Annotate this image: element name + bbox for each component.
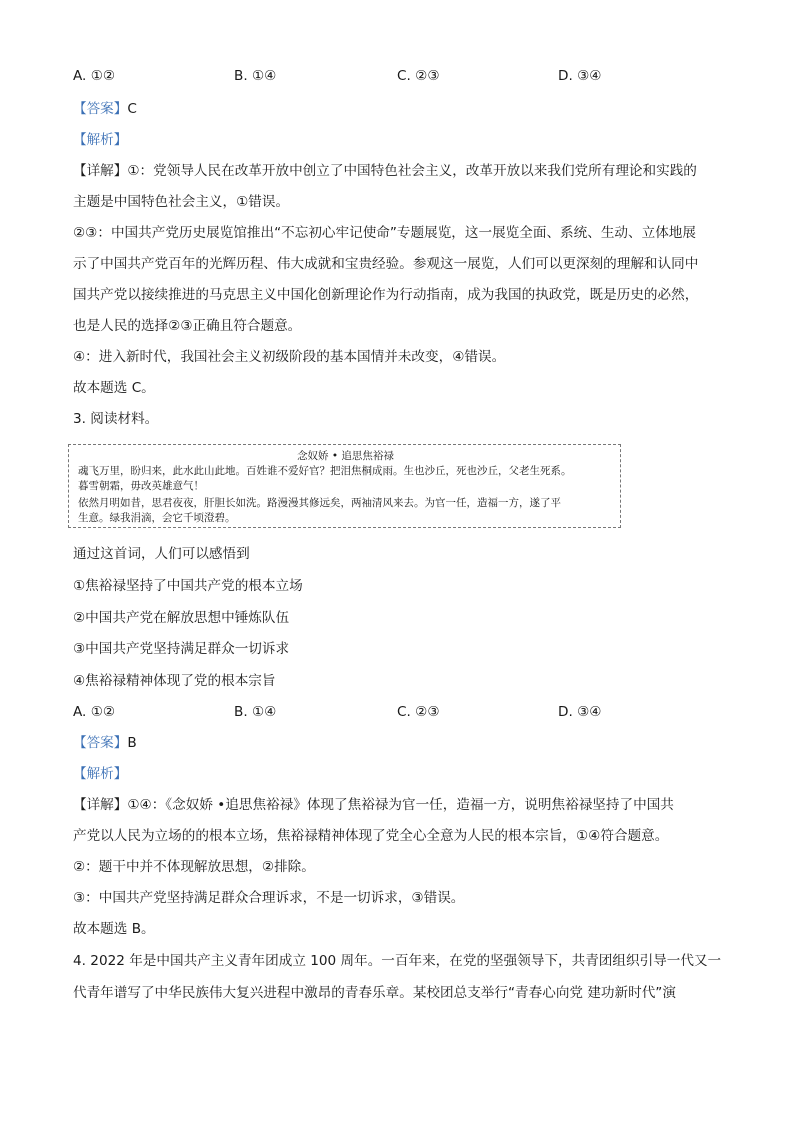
q2-explanation-line: 故本题选 C。: [73, 380, 155, 396]
poem-line: 生意。绿我涓滴，会它千顷澄碧。: [78, 512, 236, 524]
q2-analysis-tag: 【解析】: [73, 132, 128, 148]
q2-explanation-line: ④：进入新时代，我国社会主义初级阶段的基本国情并未改变，④错误。: [73, 349, 506, 365]
q2-explanation-line: 国共产党以接续推进的马克思主义中国化创新理论作为行动指南，成为我国的执政党，既是历史的必然，: [73, 287, 699, 303]
q2-explanation-line: 主题是中国特色社会主义，①错误。: [73, 194, 290, 210]
q3-explanation-line: ③：中国共产党坚持满足群众合理诉求，不是一切诉求，③错误。: [73, 890, 465, 906]
q3-explanation-line: 故本题选 B。: [73, 921, 155, 937]
q3-option-d: D. ③④: [558, 704, 602, 720]
q3-statement: ②中国共产党在解放思想中锤炼队伍: [73, 610, 290, 626]
q2-explanation-line: ②③：中国共产党历史展览馆推出“不忘初心牢记使命”专题展览，这一展览全面、系统、生动、立体地展: [73, 225, 696, 241]
q3-statement: ③中国共产党坚持满足群众一切诉求: [73, 641, 290, 657]
answer-tag: 【答案】: [73, 101, 128, 117]
poem-line: 暮雪朝霜，毋改英雄意气！: [78, 480, 204, 492]
q3-option-c: C. ②③: [397, 704, 440, 720]
q3-statement: ④焦裕禄精神体现了党的根本宗旨: [73, 673, 276, 689]
q3-analysis-tag: 【解析】: [73, 766, 128, 782]
q2-answer: [73, 100, 137, 118]
q3-option-b: B. ①④: [234, 704, 277, 720]
q3-stem: 3. 阅读材料。: [73, 411, 159, 427]
answer-tag: 【答案】: [73, 735, 128, 751]
q2-explanation-line: 示了中国共产党百年的光辉历程、伟大成就和宝贵经验。参观这一展览，人们可以更深刻的理解和认同中: [73, 256, 699, 272]
q3-prompt: 通过这首词，人们可以感悟到: [73, 546, 250, 562]
q2-explanation-line: 【详解】①：党领导人民在改革开放中创立了中国特色社会主义，改革开放以来我们党所有理论和实践的: [73, 163, 697, 179]
answer-value: C: [127, 101, 137, 117]
q3-statement: ①焦裕禄坚持了中国共产党的根本立场: [73, 578, 303, 594]
q3-explanation-line: 【详解】①④：《念奴娇 •追思焦裕禄》体现了焦裕禄为官一任，造福一方，说明焦裕禄坚持了中国共: [73, 797, 674, 813]
q3-explanation-line: 产党以人民为立场的的根本立场，焦裕禄精神体现了党全心全意为人民的根本宗旨，①④符合题意。: [73, 828, 669, 844]
q2-option-b: B. ①④: [234, 68, 277, 84]
q4-stem-line: 4. 2022 年是中国共产主义青年团成立 100 周年。一百年来，在党的坚强领导下，共青团组织引导一代又一: [73, 953, 722, 969]
answer-value: B: [127, 735, 137, 751]
q2-option-d: D. ③④: [558, 68, 602, 84]
poem-box: [68, 444, 621, 528]
poem-title: 念奴娇 • 追思焦裕禄: [297, 450, 394, 462]
q2-explanation-line: 也是人民的选择②③正确且符合题意。: [73, 318, 302, 334]
q3-explanation-line: ②：题干中并不体现解放思想，②排除。: [73, 859, 315, 875]
q4-stem-line: 代青年谱写了中华民族伟大复兴进程中激昂的青春乐章。某校团总支举行“青春心向党 建功新时代”演: [73, 985, 676, 1001]
poem-line: 依然月明如昔，思君夜夜，肝胆长如洗。路漫漫其修远矣，两袖清风来去。为官一任，造福一方，遂了平: [78, 497, 561, 509]
q3-option-a: A. ①②: [73, 704, 116, 720]
q2-option-a: A. ①②: [73, 68, 116, 84]
q3-answer: [73, 734, 137, 752]
poem-line: 魂飞万里，盼归来，此水此山此地。百姓谁不爱好官？把泪焦桐成雨。生也沙丘，死也沙丘，父老生死系。: [78, 465, 572, 477]
q2-option-c: C. ②③: [397, 68, 440, 84]
